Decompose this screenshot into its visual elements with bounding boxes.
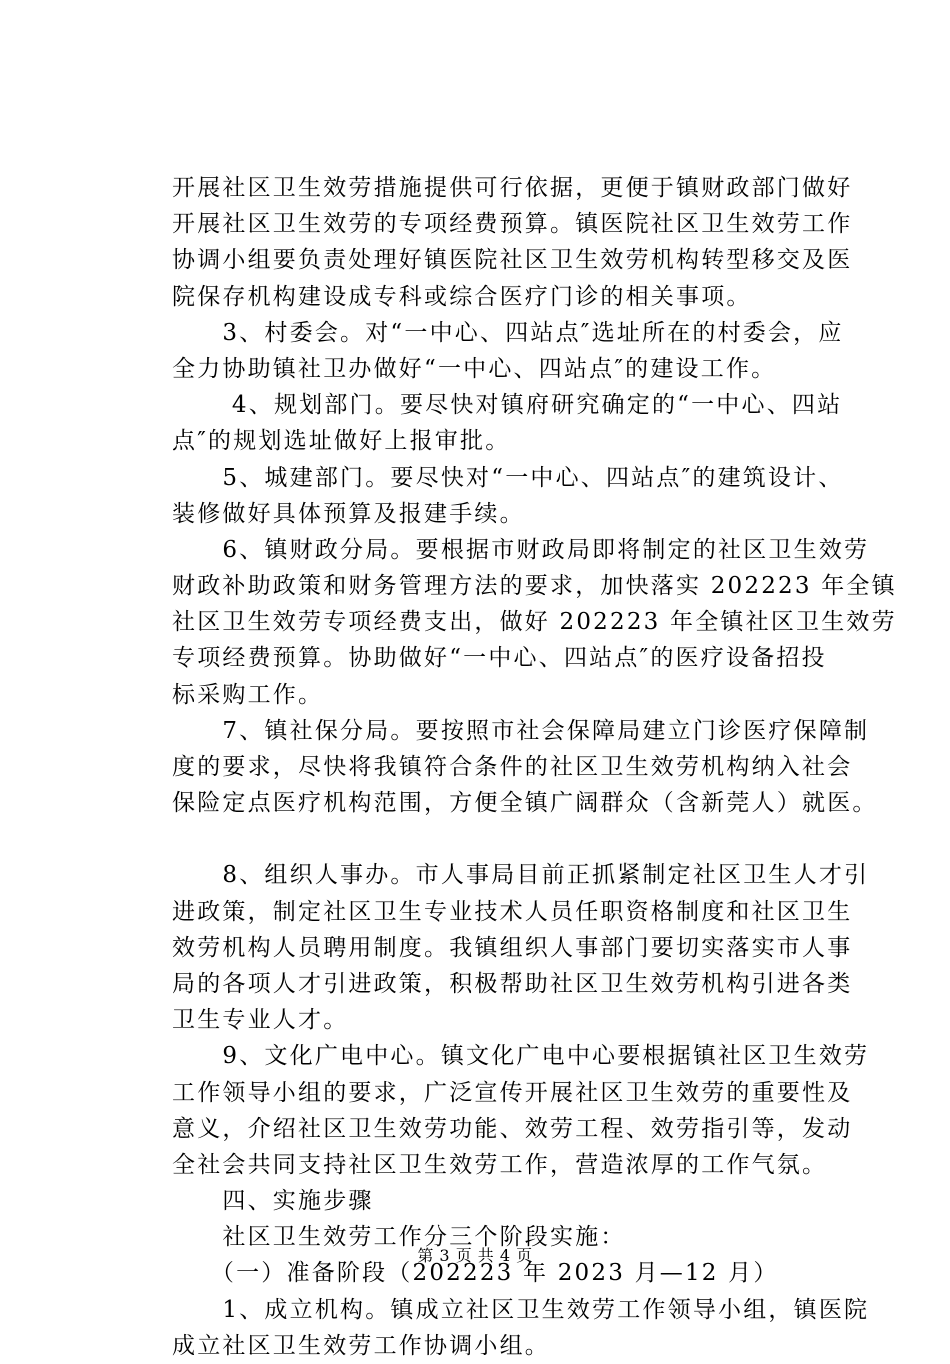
text-line: 开展社区卫生效劳措施提供可行依据，更便于镇财政部门做好 [172, 175, 853, 201]
document-body [172, 170, 897, 1364]
text-line: 成立社区卫生效劳工作协调小组。 [172, 1332, 550, 1359]
text-line: 社区卫生效劳工作分三个阶段实施： [172, 1224, 626, 1251]
text-line: 6、镇财政分局。要根据市财政局即将制定的社区卫生效劳 [172, 536, 870, 563]
text-line: 效劳机构人员聘用制度。我镇组织人事部门要切实落实市人事 [172, 934, 853, 961]
text-line: 协调小组要负责处理好镇医院社区卫生效劳机构转型移交及医 [172, 247, 853, 274]
text-line: 5、城建部门。要尽快对“一中心、四站点″的建筑设计、 [172, 464, 844, 491]
text-line: 卫生专业人才。 [172, 1007, 349, 1034]
text-line: 财政补助政策和财务管理方法的要求，加快落实 202223 年全镇 [172, 573, 897, 600]
text-line: 四、实施步骤 [172, 1188, 374, 1215]
text-line: 标采购工作。 [172, 681, 324, 708]
text-line: 院保存机构建设成专科或综合医疗门诊的相关事项。 [172, 283, 752, 310]
text-line: 7、镇社保分局。要按照市社会保障局建立门诊医疗保障制 [172, 717, 870, 744]
text-line: 开展社区卫生效劳的专项经费预算。镇医院社区卫生效劳工作 [172, 211, 853, 238]
text-line: 装修做好具体预算及报建手续。 [172, 500, 525, 527]
text-line: 1、成立机构。镇成立社区卫生效劳工作领导小组，镇医院 [172, 1296, 870, 1323]
text-line: 全社会共同支持社区卫生效劳工作，营造浓厚的工作气氛。 [172, 1151, 828, 1178]
text-line: 社区卫生效劳专项经费支出，做好 202223 年全镇社区卫生效劳 [172, 609, 897, 636]
page-footer: 第 3 页 共 4 页 [417, 1246, 533, 1265]
text-line: 全力协助镇社卫办做好“一中心、四站点″的建设工作。 [172, 355, 777, 382]
text-line: 度的要求，尽快将我镇符合条件的社区卫生效劳机构纳入社会 [172, 754, 853, 780]
text-line: 9、文化广电中心。镇文化广电中心要根据镇社区卫生效劳 [172, 1043, 870, 1070]
text-line: 4、规划部门。要尽快对镇府研究确定的“一中心、四站 [172, 392, 843, 419]
text-line: 8、组织人事办。市人事局目前正抓紧制定社区卫生人才引 [172, 862, 870, 889]
text-line: 专项经费预算。协助做好“一中心、四站点″的医疗设备招投 [172, 645, 827, 672]
text-line: 工作领导小组的要求，广泛宣传开展社区卫生效劳的重要性及 [172, 1079, 853, 1106]
text-line: 局的各项人才引进政策，积极帮助社区卫生效劳机构引进各类 [172, 970, 853, 997]
text-line: 进政策，制定社区卫生专业技术人员任职资格制度和社区卫生 [172, 898, 853, 925]
text-line: 3、村委会。对“一中心、四站点″选址所在的村委会，应 [172, 319, 844, 346]
text-line: 点″的规划选址做好上报审批。 [172, 428, 511, 455]
text-line: 意义，介绍社区卫生效劳功能、效劳工程、效劳指引等，发动 [172, 1115, 853, 1142]
text-line: （一）准备阶段（202223 年 2023 月—12 月） [172, 1260, 779, 1287]
text-line: 保险定点医疗机构范围，方便全镇广阔群众（含新莞人）就医。 [172, 790, 878, 817]
